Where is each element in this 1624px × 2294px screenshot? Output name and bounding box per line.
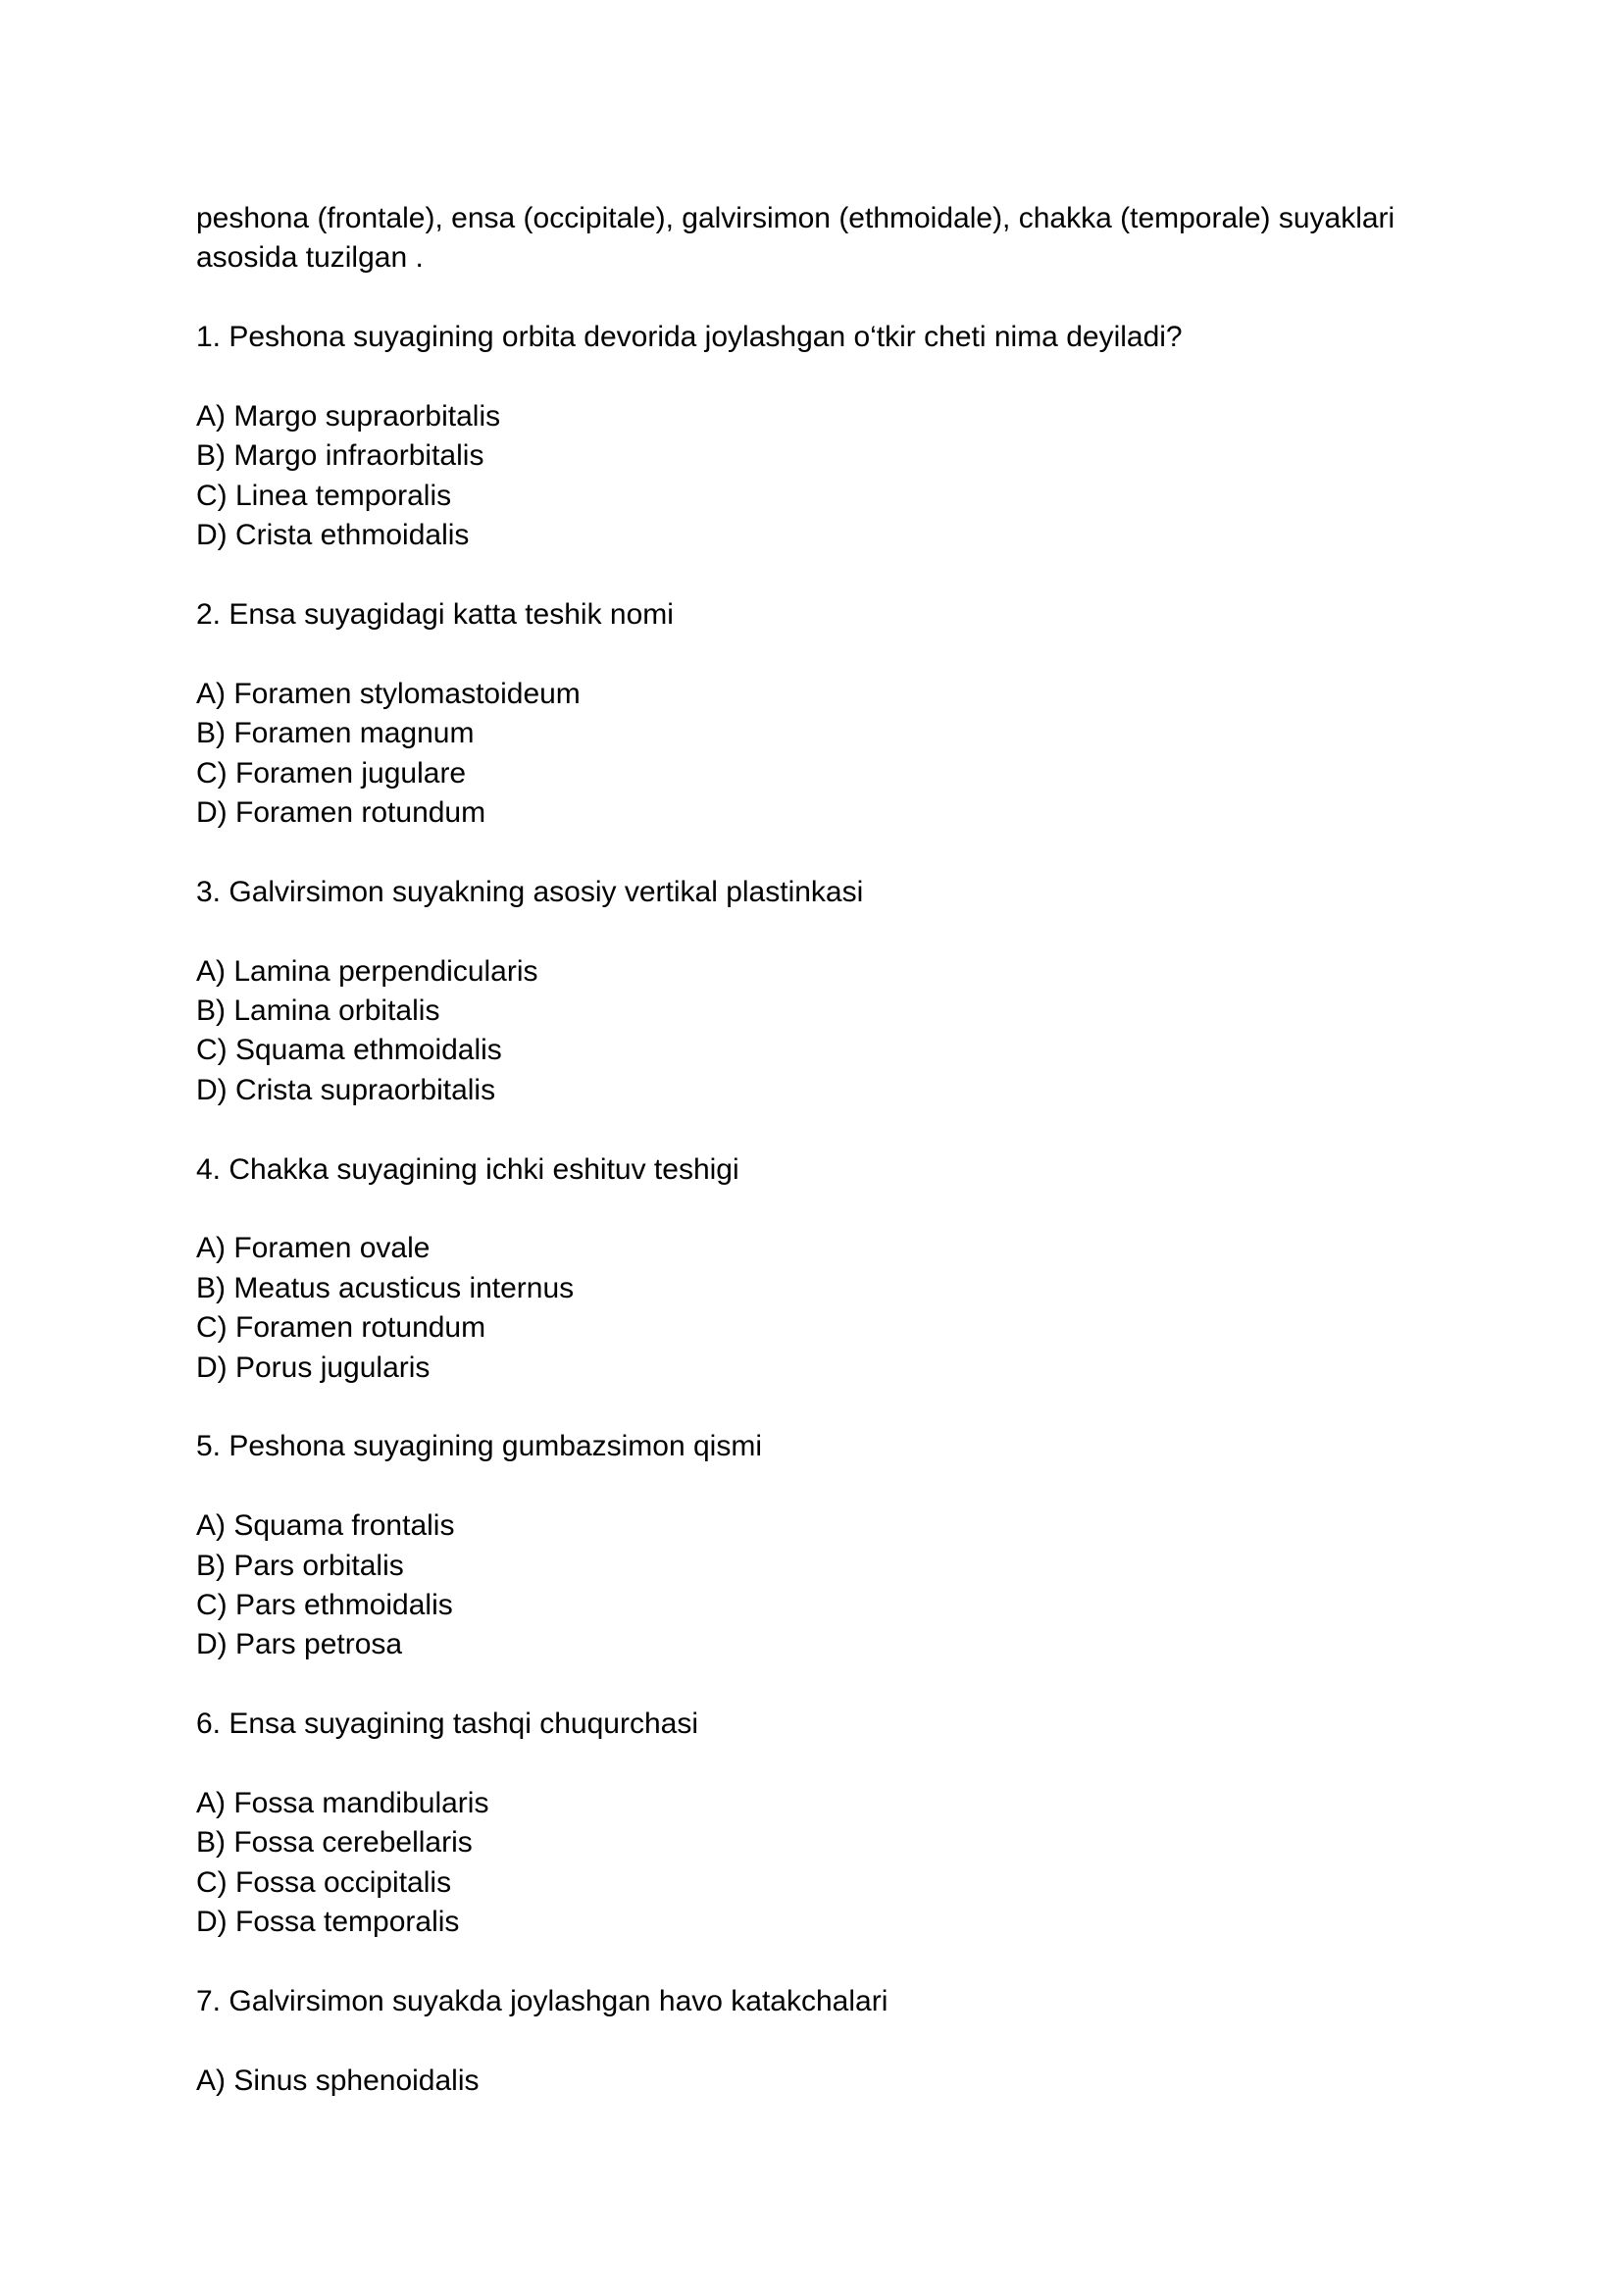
question-4-text: 4. Chakka suyagining ichki eshituv teshigi (196, 1152, 739, 1186)
option-b: B) Foramen magnum (196, 717, 475, 750)
intro-paragraph (196, 199, 1434, 279)
question-2-options (196, 675, 1434, 834)
option-b: B) Lamina orbitalis (196, 994, 440, 1028)
question-1-options (196, 397, 1434, 556)
question-7-text: 7. Galvirsimon suyakda joylashgan havo katakchalari (196, 1985, 888, 2018)
option-a: A) Squama frontalis (196, 1509, 455, 1543)
option-a: A) Foramen stylomastoideum (196, 677, 581, 710)
question-4-options (196, 1229, 1434, 1388)
option-a: A) Sinus sphenoidalis (196, 2064, 480, 2097)
question-5-text: 5. Peshona suyagining gumbazsimon qismi (196, 1430, 762, 1463)
option-a: A) Fossa mandibularis (196, 1787, 489, 1820)
intro-line-2: asosida tuzilgan . (196, 241, 424, 275)
question-1-text: 1. Peshona suyagining orbita devorida joylashgan o‘tkir cheti nima deyiladi? (196, 321, 1183, 354)
option-a: A) Lamina perpendicularis (196, 954, 538, 988)
option-c: C) Pars ethmoidalis (196, 1589, 453, 1622)
question-6-options (196, 1784, 1434, 1943)
question-3-text: 3. Galvirsimon suyakning asosiy vertikal plastinkasi (196, 875, 864, 908)
question-block-2 (196, 595, 1434, 833)
option-b: B) Margo infraorbitalis (196, 439, 484, 473)
question-3-options (196, 952, 1434, 1111)
option-d: D) Crista ethmoidalis (196, 519, 470, 552)
question-block-3 (196, 873, 1434, 1110)
question-block-7 (196, 1982, 1434, 2101)
intro-line-1: peshona (frontale), ensa (occipitale), galvirsimon (ethmoidale), chakka (temporale) suyaklari (196, 202, 1396, 234)
option-b: B) Pars orbitalis (196, 1549, 404, 1582)
question-block-1 (196, 318, 1434, 555)
question-block-5 (196, 1427, 1434, 1664)
option-a: A) Margo supraorbitalis (196, 400, 501, 433)
question-block-6 (196, 1705, 1434, 1942)
option-c: C) Foramen jugulare (196, 756, 467, 790)
option-c: C) Squama ethmoidalis (196, 1034, 502, 1067)
option-d: D) Fossa temporalis (196, 1906, 460, 1939)
question-6-text: 6. Ensa suyagining tashqi chuqurchasi (196, 1708, 698, 1741)
quiz-content (196, 199, 1434, 2101)
option-b: B) Fossa cerebellaris (196, 1826, 473, 1860)
question-2-text: 2. Ensa suyagidagi katta teshik nomi (196, 598, 674, 632)
option-b: B) Meatus acusticus internus (196, 1271, 575, 1304)
option-c: C) Linea temporalis (196, 479, 452, 512)
question-7-options (196, 2062, 1434, 2101)
option-a: A) Foramen ovale (196, 1232, 431, 1265)
option-c: C) Foramen rotundum (196, 1311, 486, 1345)
option-d: D) Crista supraorbitalis (196, 1073, 496, 1106)
question-5-options (196, 1506, 1434, 1665)
option-d: D) Foramen rotundum (196, 796, 486, 830)
option-d: D) Porus jugularis (196, 1351, 431, 1384)
option-c: C) Fossa occipitalis (196, 1865, 452, 1899)
option-d: D) Pars petrosa (196, 1628, 403, 1661)
question-block-4 (196, 1150, 1434, 1388)
